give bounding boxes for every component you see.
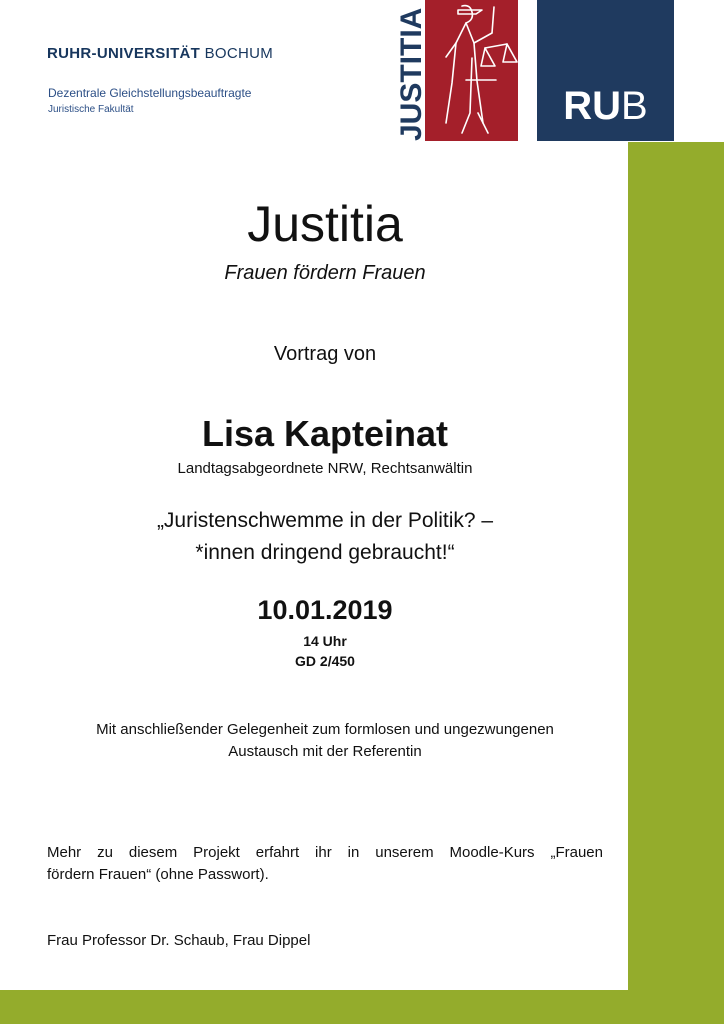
event-title: Justitia: [247, 196, 403, 252]
speaker-role: Landtagsabgeordnete NRW, Rechtsanwältin: [177, 460, 473, 477]
event-time: 14 Uhr: [303, 633, 347, 649]
talk-title-line1: „Juristenschwemme in der Politik? –: [156, 509, 494, 532]
rub-logo: [537, 0, 674, 141]
organizers: Frau Professor Dr. Schaub, Frau Dippel: [47, 932, 311, 949]
info-line2: Austausch mit der Referentin: [228, 743, 422, 760]
rub-logo-text: RUB: [563, 84, 648, 128]
event-room: GD 2/450: [295, 653, 355, 669]
department-name: Dezentrale Gleichstellungsbeauftragte: [48, 86, 252, 100]
faculty-name: Juristische Fakultät: [48, 104, 134, 115]
justitia-logo-text: JUSTITIA: [395, 7, 428, 141]
info-line1: Mit anschließender Gelegenheit zum formlosen und ungezwungenen: [96, 721, 554, 738]
justitia-logo: [392, 0, 518, 141]
talk-title-line2: *innen dringend gebraucht!“: [195, 541, 455, 564]
event-subtitle: Frauen fördern Frauen: [224, 262, 426, 284]
more-info-line2: fördern Frauen“ (ohne Passwort).: [47, 866, 269, 883]
event-date: 10.01.2019: [257, 595, 393, 625]
more-info-line1: Mehr zu diesem Projekt erfahrt ihr in unserem Moodle-Kurs „Frauen: [47, 844, 603, 861]
green-bottom-bar: [0, 990, 724, 1024]
talk-intro: Vortrag von: [273, 343, 377, 365]
university-name: RUHR-UNIVERSITÄT BOCHUM: [47, 45, 274, 62]
speaker-name: Lisa Kapteinat: [201, 413, 449, 454]
